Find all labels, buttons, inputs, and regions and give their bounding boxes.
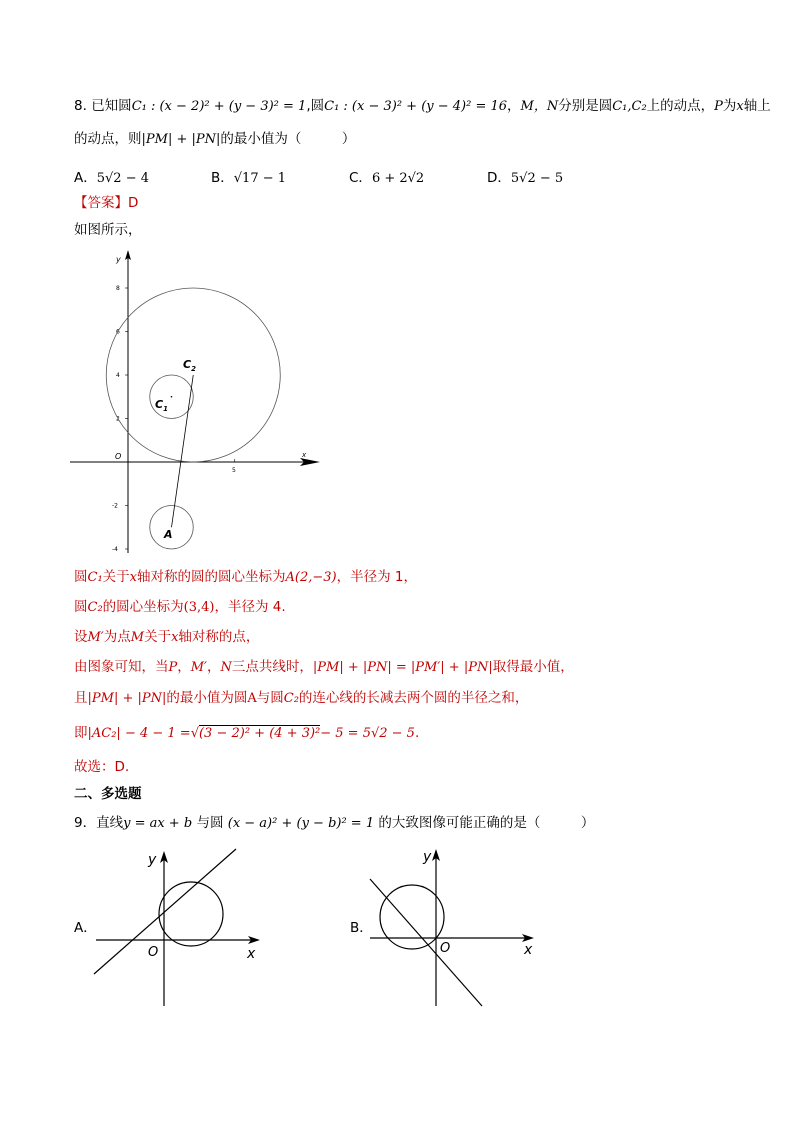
q8-line2 bbox=[74, 130, 355, 149]
y-label: y bbox=[423, 849, 432, 865]
a-label: A bbox=[164, 528, 173, 541]
y-tick-label: 2 bbox=[116, 415, 120, 423]
option-value: 6 + 2√2 bbox=[371, 171, 425, 186]
answer-value: D bbox=[128, 195, 139, 211]
option-label: A． bbox=[74, 170, 97, 186]
q8-number: 8. bbox=[74, 98, 87, 114]
circle bbox=[380, 885, 444, 949]
point-p: P bbox=[168, 660, 178, 675]
pm-pn-expression: |PM| + |PN| bbox=[87, 691, 167, 706]
solution-text: 取得最小值， bbox=[492, 659, 574, 675]
x-var: x bbox=[171, 630, 179, 645]
q8-text: ， bbox=[507, 98, 521, 114]
option-d[interactable] bbox=[487, 166, 563, 186]
origin-label: O bbox=[440, 941, 451, 956]
c2-label: C₂ bbox=[87, 600, 103, 615]
line bbox=[370, 879, 482, 1006]
x-label: x bbox=[247, 946, 256, 962]
option-label: D． bbox=[487, 170, 511, 186]
y-ticks bbox=[112, 285, 128, 553]
point-m: M bbox=[130, 630, 145, 645]
solution-text: 的连心线的长减去两个圆的半径之和， bbox=[298, 690, 529, 706]
x-axis-label: x bbox=[302, 451, 307, 459]
x-label: x bbox=[524, 942, 533, 958]
solution-text: 轴对称的点， bbox=[178, 629, 260, 645]
q8-text: ,圆 bbox=[306, 98, 325, 114]
solution-line-6 bbox=[74, 724, 419, 743]
q8-text: 的动点，则 bbox=[74, 131, 142, 147]
section-title: 二、多选题 bbox=[74, 786, 142, 802]
calc-right: − 5 = 5√2 − 5 bbox=[320, 726, 415, 741]
y-tick-label: 6 bbox=[116, 328, 120, 336]
solution-text: 的最小值为圆 bbox=[166, 690, 248, 706]
q9-text: 直线 bbox=[96, 815, 124, 831]
solution-line-2 bbox=[74, 598, 286, 617]
x-var: x bbox=[736, 99, 744, 114]
solution-line-1 bbox=[74, 568, 417, 587]
circle-a-label: A bbox=[247, 691, 257, 706]
q8-text: 的最小值为（ ） bbox=[220, 131, 356, 147]
solution-line-7: 故选：D. bbox=[74, 759, 130, 775]
c1-label: C₁ bbox=[87, 570, 103, 585]
figure-option-a[interactable] bbox=[92, 846, 267, 1011]
q8-text: 上的动点， bbox=[646, 98, 715, 114]
solution-text: 设 bbox=[74, 629, 88, 645]
option-value: 5√2 − 4 bbox=[96, 171, 150, 186]
pm-pn-expression: |PM| + |PN| bbox=[141, 132, 221, 147]
line bbox=[94, 849, 236, 974]
q9-line bbox=[74, 814, 594, 833]
q9-number: 9． bbox=[74, 815, 97, 831]
c1-center-dot bbox=[171, 396, 173, 398]
c2-label: C₂ bbox=[283, 691, 299, 706]
y-axis-label: y bbox=[116, 255, 121, 264]
option-b-label[interactable]: B． bbox=[350, 920, 373, 936]
line-equation: y = ax + b bbox=[123, 816, 193, 831]
answer-line bbox=[74, 194, 138, 212]
y-tick-label: -4 bbox=[112, 546, 118, 553]
point-m-prime: M′ bbox=[87, 630, 104, 645]
circle-equation: (x − a)² + (y − b)² = 1 bbox=[227, 816, 375, 831]
x-ticks bbox=[232, 459, 236, 474]
option-value: 5√2 − 5 bbox=[510, 171, 564, 186]
c1c2-label: C₁,C₂ bbox=[612, 99, 647, 114]
q8-line1 bbox=[74, 97, 771, 116]
c1-equation: C₁ : (x − 2)² + (y − 3)² = 1 bbox=[131, 99, 307, 114]
x-tick-label: 5 bbox=[232, 467, 236, 474]
connecting-line bbox=[172, 375, 194, 527]
origin-label: O bbox=[148, 945, 159, 960]
figure-option-b[interactable] bbox=[366, 846, 541, 1011]
solution-text: 为点 bbox=[103, 629, 131, 645]
y-label: y bbox=[148, 852, 157, 868]
calc-left: |AC₂| − 4 − 1 = bbox=[87, 726, 191, 741]
sqrt-symbol: √ bbox=[190, 726, 199, 741]
circles-figure bbox=[66, 248, 326, 558]
distance-equation: |PM| + |PN| = |PM′| + |PN| bbox=[312, 660, 493, 675]
solution-text: ， bbox=[177, 659, 191, 675]
solution-text: ，半径为 4. bbox=[214, 599, 286, 615]
option-a[interactable] bbox=[74, 166, 149, 186]
y-tick-label: 4 bbox=[116, 372, 120, 379]
point-m-prime: M′ bbox=[190, 660, 208, 675]
c2-coordinate: (3,4) bbox=[183, 600, 215, 615]
option-c[interactable] bbox=[349, 166, 424, 186]
c2-equation: C₁ : (x − 3)² + (y − 4)² = 16 bbox=[324, 99, 508, 114]
solution-text: 圆 bbox=[74, 569, 88, 585]
point-a-coordinate: A(2,−3) bbox=[285, 570, 337, 585]
point-p: P bbox=[714, 99, 723, 114]
solution-text: 轴对称的圆的圆心坐标为 bbox=[137, 569, 286, 585]
option-label: B． bbox=[211, 170, 234, 186]
solution-text: 关于 bbox=[144, 629, 172, 645]
option-a-label[interactable]: A． bbox=[74, 920, 97, 936]
circle bbox=[159, 882, 223, 946]
solution-text: . bbox=[414, 725, 420, 741]
mn-points: M，N bbox=[520, 99, 559, 114]
solution-text: 的圆心坐标为 bbox=[102, 599, 184, 615]
solution-text: ， bbox=[207, 659, 221, 675]
option-label: C． bbox=[349, 170, 372, 186]
c1-label: $C_1$ bbox=[155, 398, 168, 413]
solution-text: ，半径为 1， bbox=[336, 569, 418, 585]
x-var: x bbox=[129, 570, 138, 585]
c2-label: $C_2$ bbox=[183, 358, 196, 373]
origin-label: O bbox=[115, 452, 122, 461]
solution-line-4 bbox=[74, 658, 574, 677]
q8-text: 已知圆 bbox=[91, 98, 132, 114]
q8-text: 分别是圆 bbox=[558, 98, 613, 114]
figure-intro: 如图所示， bbox=[74, 222, 142, 238]
solution-text: 即 bbox=[74, 725, 88, 741]
solution-text: 且 bbox=[74, 690, 88, 706]
solution-line-3 bbox=[74, 628, 259, 647]
option-b[interactable] bbox=[211, 166, 286, 186]
sqrt-radicand: (3 − 2)² + (4 + 3)² bbox=[198, 726, 321, 741]
solution-text: 关于 bbox=[102, 569, 130, 585]
solution-text: 圆 bbox=[74, 599, 88, 615]
q9-text: 与圆 bbox=[196, 815, 224, 831]
point-n: N bbox=[220, 660, 232, 675]
solution-text: 与圆 bbox=[256, 690, 284, 706]
y-tick-label: -2 bbox=[112, 502, 118, 510]
solution-line-5 bbox=[74, 689, 528, 708]
answer-tag: 【答案】 bbox=[74, 195, 128, 211]
option-value: √17 − 1 bbox=[233, 171, 287, 186]
q9-text: 的大致图像可能正确的是（ ） bbox=[378, 815, 595, 831]
y-tick-label: 8 bbox=[116, 285, 120, 292]
solution-text: 由图象可知，当 bbox=[74, 659, 169, 675]
q8-text: 轴上 bbox=[743, 98, 771, 114]
q8-text: 为 bbox=[722, 98, 737, 114]
solution-text: 三点共线时， bbox=[231, 659, 313, 675]
